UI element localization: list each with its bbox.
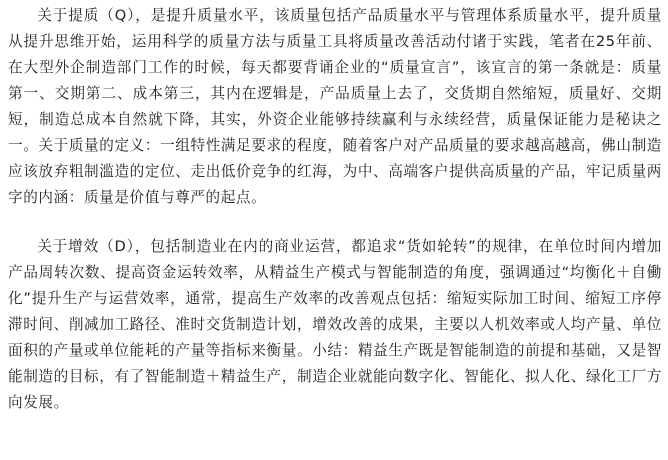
paragraph-efficiency: 关于增效（D），包括制造业在内的商业运营，都追求“货如轮转”的规律，在单位时间内增加产品周转次数、提高资金运转效率，从精益生产模式与智能制造的角度，强调通过“均衡化＋自働化”提升生产与运营效率，通常，提高生产效率的改善观点包括：缩短实际加工时间、缩短工序停滞时间、削减加工路径、准时交货制造计划，增效改善的成果，主要以人机效率或人均产量、单位面积的产量或单位能耗的产量等指标来衡量。小结：精益生产既是智能制造的前提和基础，又是智能制造的目标，有了智能制造＋精益生产，制造企业就能向数字化、智能化、拟人化、绿化工厂方向发展。 [8, 238, 662, 411]
paragraph-quality: 关于提质（Q），是提升质量水平，该质量包括产品质量水平与管理体系质量水平，提升质量从提升思维开始，运用科学的质量方法与质量工具将质量改善活动付诸于实践，笔者在25年前、在大型外企制造部门工作的时候，每天都要背诵企业的“质量宣言”，该宣言的第一条就是：质量第一、交期第二、成本第三，其内在逻辑是，产品质量上去了，交货期自然缩短，质量好、交期短，制造总成本自然就下降，其实，外资企业能够持续赢利与永续经营，质量保证能力是秘诀之一。关于质量的定义：一组特性满足要求的程度，随着客户对产品质量的要求越高越高，佛山制造应该放弃粗制滥造的定位、走出低价竞争的红海，为中、高端客户提供高质量的产品，牢记质量两字的内涵：质量是价值与尊严的起点。 [8, 7, 662, 206]
